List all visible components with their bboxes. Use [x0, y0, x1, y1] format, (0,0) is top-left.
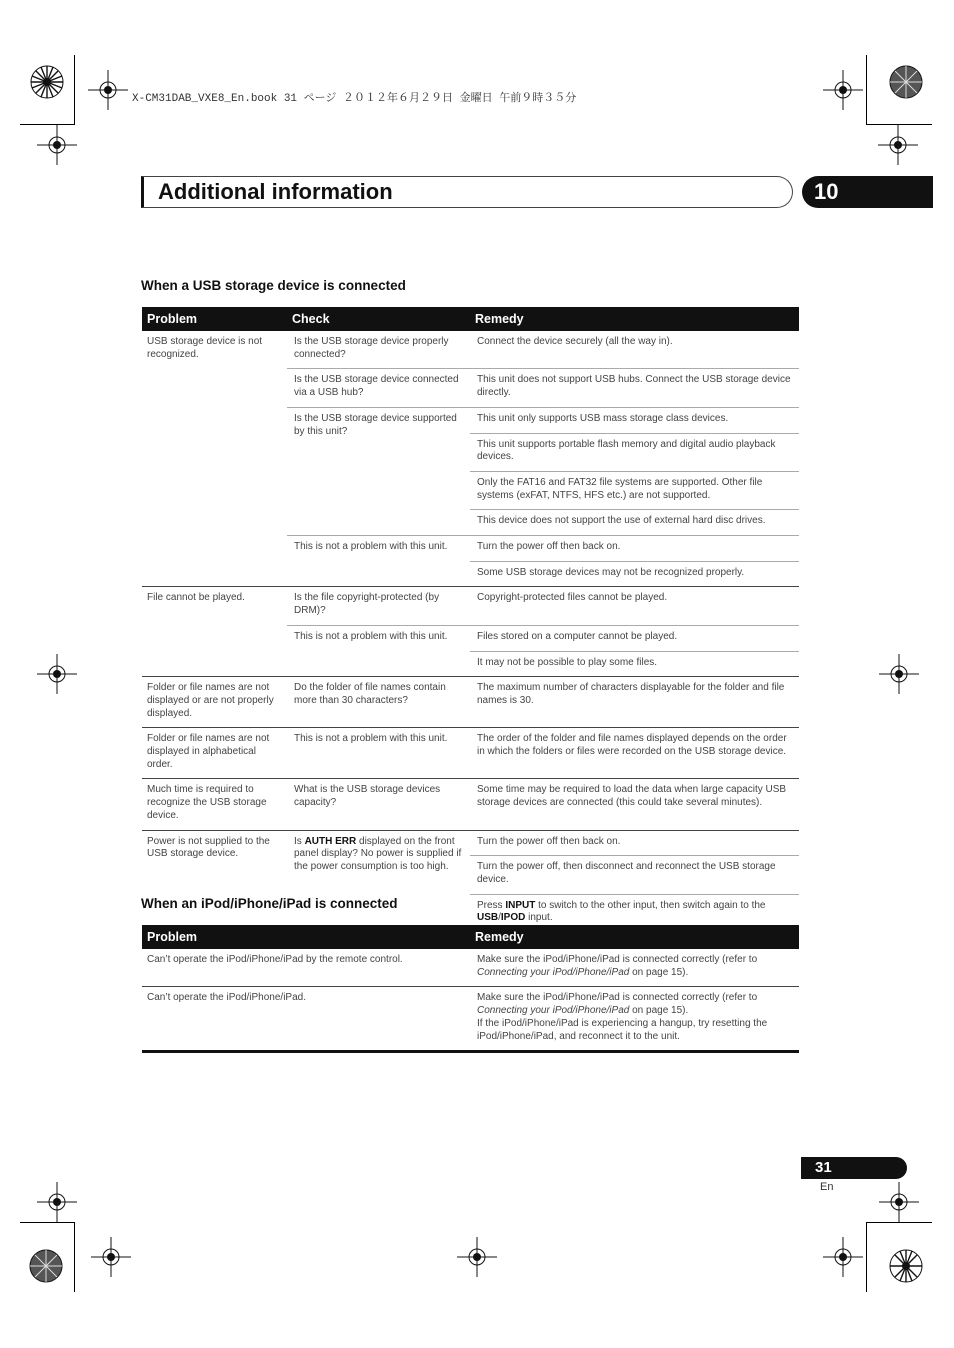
ipod-troubleshooting-table — [142, 925, 799, 1053]
crop-line — [74, 55, 75, 125]
check-cell: This is not a problem with this unit. — [287, 625, 470, 676]
remedy-cell: Turn the power off then back on. — [470, 536, 799, 562]
check-cell: This is not a problem with this unit. — [287, 728, 470, 779]
crop-line — [866, 55, 867, 125]
crosshair-mark-icon — [878, 125, 918, 165]
crop-line — [866, 1222, 932, 1223]
remedy-cell — [470, 949, 799, 987]
check-cell: What is the USB storage devices capacity? — [287, 779, 470, 830]
check-text: displayed on the front panel display? No power is supplied if the power consumption is too high. — [294, 835, 462, 872]
page-reference: Connecting your iPod/iPhone/iPad — [477, 1005, 630, 1017]
check-cell — [287, 830, 470, 934]
ipod-input-label: IPOD — [500, 912, 526, 924]
table-row — [142, 728, 799, 779]
table-header-row — [142, 307, 799, 331]
remedy-cell: Some USB storage devices may not be recognized properly. — [470, 561, 799, 587]
input-button-label: INPUT — [505, 899, 536, 911]
print-header: X-CM31DAB_VXE8_En.book 31 ページ ２０１２年６月２９日 金曜日 午前９時３５分 — [132, 93, 577, 105]
remedy-cell: Files stored on a computer cannot be played. — [470, 625, 799, 651]
problem-cell: Can’t operate the iPod/iPhone/iPad. — [147, 992, 306, 1004]
problem-cell: Folder or file names are not displayed or are not properly displayed. — [142, 677, 287, 728]
check-cell: Is the USB storage device supported by this unit? — [287, 407, 470, 535]
table-row — [142, 587, 799, 625]
remedy-text: / — [498, 912, 501, 924]
remedy-cell: This unit supports portable flash memory and digital audio playback devices. — [470, 433, 799, 471]
registration-mark-icon — [20, 55, 80, 115]
problem-cell: Power is not supplied to the USB storage device. — [147, 835, 270, 860]
problem-cell: Folder or file names are not displayed in alphabetical order. — [142, 728, 287, 779]
crop-line — [74, 1222, 75, 1292]
crop-line — [20, 124, 74, 125]
crop-line — [866, 124, 932, 125]
ipod-section-heading: When an iPod/iPhone/iPad is connected — [141, 896, 398, 911]
registration-mark-icon — [878, 1238, 938, 1298]
page-language: En — [820, 1181, 834, 1193]
remedy-text: Make sure the iPod/iPhone/iPad is connected correctly (refer to — [477, 954, 758, 965]
remedy-cell: Turn the power off then back on. — [470, 830, 799, 856]
remedy-cell: Some time may be required to load the data when large capacity USB storage devices are connected (this could take several minutes). — [470, 779, 799, 830]
crosshair-mark-icon — [88, 70, 128, 110]
crosshair-mark-icon — [37, 1182, 77, 1222]
table-header-row — [142, 925, 799, 949]
crosshair-mark-icon — [91, 1237, 131, 1277]
column-header-check: Check — [287, 307, 470, 331]
check-cell: Is the file copyright-protected (by DRM)? — [287, 587, 470, 625]
page-number-tab — [801, 1157, 907, 1179]
remedy-text: on page 15). — [629, 966, 689, 978]
page-reference: Connecting your iPod/iPhone/iPad — [477, 966, 630, 978]
table-row — [142, 949, 799, 987]
check-cell: Do the folder of file names contain more than 30 characters? — [287, 677, 470, 728]
remedy-cell: This unit only supports USB mass storage class devices. — [470, 407, 799, 433]
column-header-problem: Problem — [142, 925, 470, 949]
crosshair-mark-icon — [879, 1182, 919, 1222]
problem-cell: File cannot be played. — [142, 587, 287, 677]
auth-err-indicator: AUTH ERR — [304, 835, 357, 847]
crop-line — [866, 1222, 867, 1292]
remedy-cell: This unit does not support USB hubs. Connect the USB storage device directly. — [470, 369, 799, 407]
remedy-text: input. — [525, 912, 553, 924]
remedy-cell: Only the FAT16 and FAT32 file systems are supported. Other file systems (exFAT, NTFS, HFS etc.) are not supported. — [470, 471, 799, 509]
crosshair-mark-icon — [37, 654, 77, 694]
remedy-cell: Connect the device securely (all the way in). — [470, 331, 799, 369]
chapter-title-bar — [141, 176, 793, 208]
remedy-text: to switch to the other input, then switch again to the — [535, 899, 766, 911]
check-cell: Is the USB storage device connected via a USB hub? — [287, 369, 470, 407]
column-header-remedy: Remedy — [470, 925, 799, 949]
crosshair-mark-icon — [823, 1237, 863, 1277]
remedy-text: Press — [477, 899, 506, 911]
crosshair-mark-icon — [879, 654, 919, 694]
chapter-number-tab — [802, 176, 933, 208]
remedy-cell: The order of the folder and file names displayed depends on the order in which the folders or files were recorded on the USB storage device. — [470, 728, 799, 779]
table-row — [142, 830, 799, 856]
column-header-remedy: Remedy — [470, 307, 799, 331]
remedy-text: If the iPod/iPhone/iPad is experiencing a hangup, try resetting the iPod/iPhone/iPad, and reconnect it to the unit. — [477, 1017, 768, 1042]
usb-section-heading: When a USB storage device is connected — [141, 278, 406, 293]
table-row — [142, 987, 799, 1052]
problem-cell: Much time is required to recognize the USB storage device. — [142, 779, 287, 830]
check-cell: Is the USB storage device properly connected? — [287, 331, 470, 369]
chapter-title: Additional information — [158, 179, 393, 204]
table-row — [142, 779, 799, 830]
remedy-text: Make sure the iPod/iPhone/iPad is connected correctly (refer to — [477, 992, 758, 1004]
page-number: 31 — [815, 1159, 832, 1176]
check-cell: This is not a problem with this unit. — [287, 536, 470, 587]
remedy-cell: It may not be possible to play some files. — [470, 651, 799, 677]
remedy-cell: Copyright-protected files cannot be played. — [470, 587, 799, 625]
remedy-cell: Turn the power off, then disconnect and reconnect the USB storage device. — [470, 856, 799, 894]
crosshair-mark-icon — [457, 1237, 497, 1277]
remedy-cell: This device does not support the use of external hard disc drives. — [470, 510, 799, 536]
remedy-text: on page 15). — [629, 1005, 689, 1017]
chapter-number: 10 — [814, 179, 839, 204]
remedy-cell: The maximum number of characters displayable for the folder and file names is 30. — [470, 677, 799, 728]
problem-cell: Can’t operate the iPod/iPhone/iPad by the remote control. — [142, 949, 470, 987]
check-text: Is — [294, 835, 305, 847]
table-row — [142, 331, 799, 369]
registration-mark-icon — [18, 1238, 78, 1298]
registration-mark-icon — [878, 55, 938, 115]
usb-input-label: USB — [477, 912, 499, 924]
problem-cell: USB storage device is not recognized. — [142, 331, 287, 587]
crosshair-mark-icon — [37, 125, 77, 165]
crop-line — [20, 1222, 74, 1223]
usb-troubleshooting-table — [142, 307, 799, 935]
table-row — [142, 677, 799, 728]
crosshair-mark-icon — [823, 70, 863, 110]
column-header-problem: Problem — [142, 307, 287, 331]
remedy-cell — [470, 987, 799, 1052]
